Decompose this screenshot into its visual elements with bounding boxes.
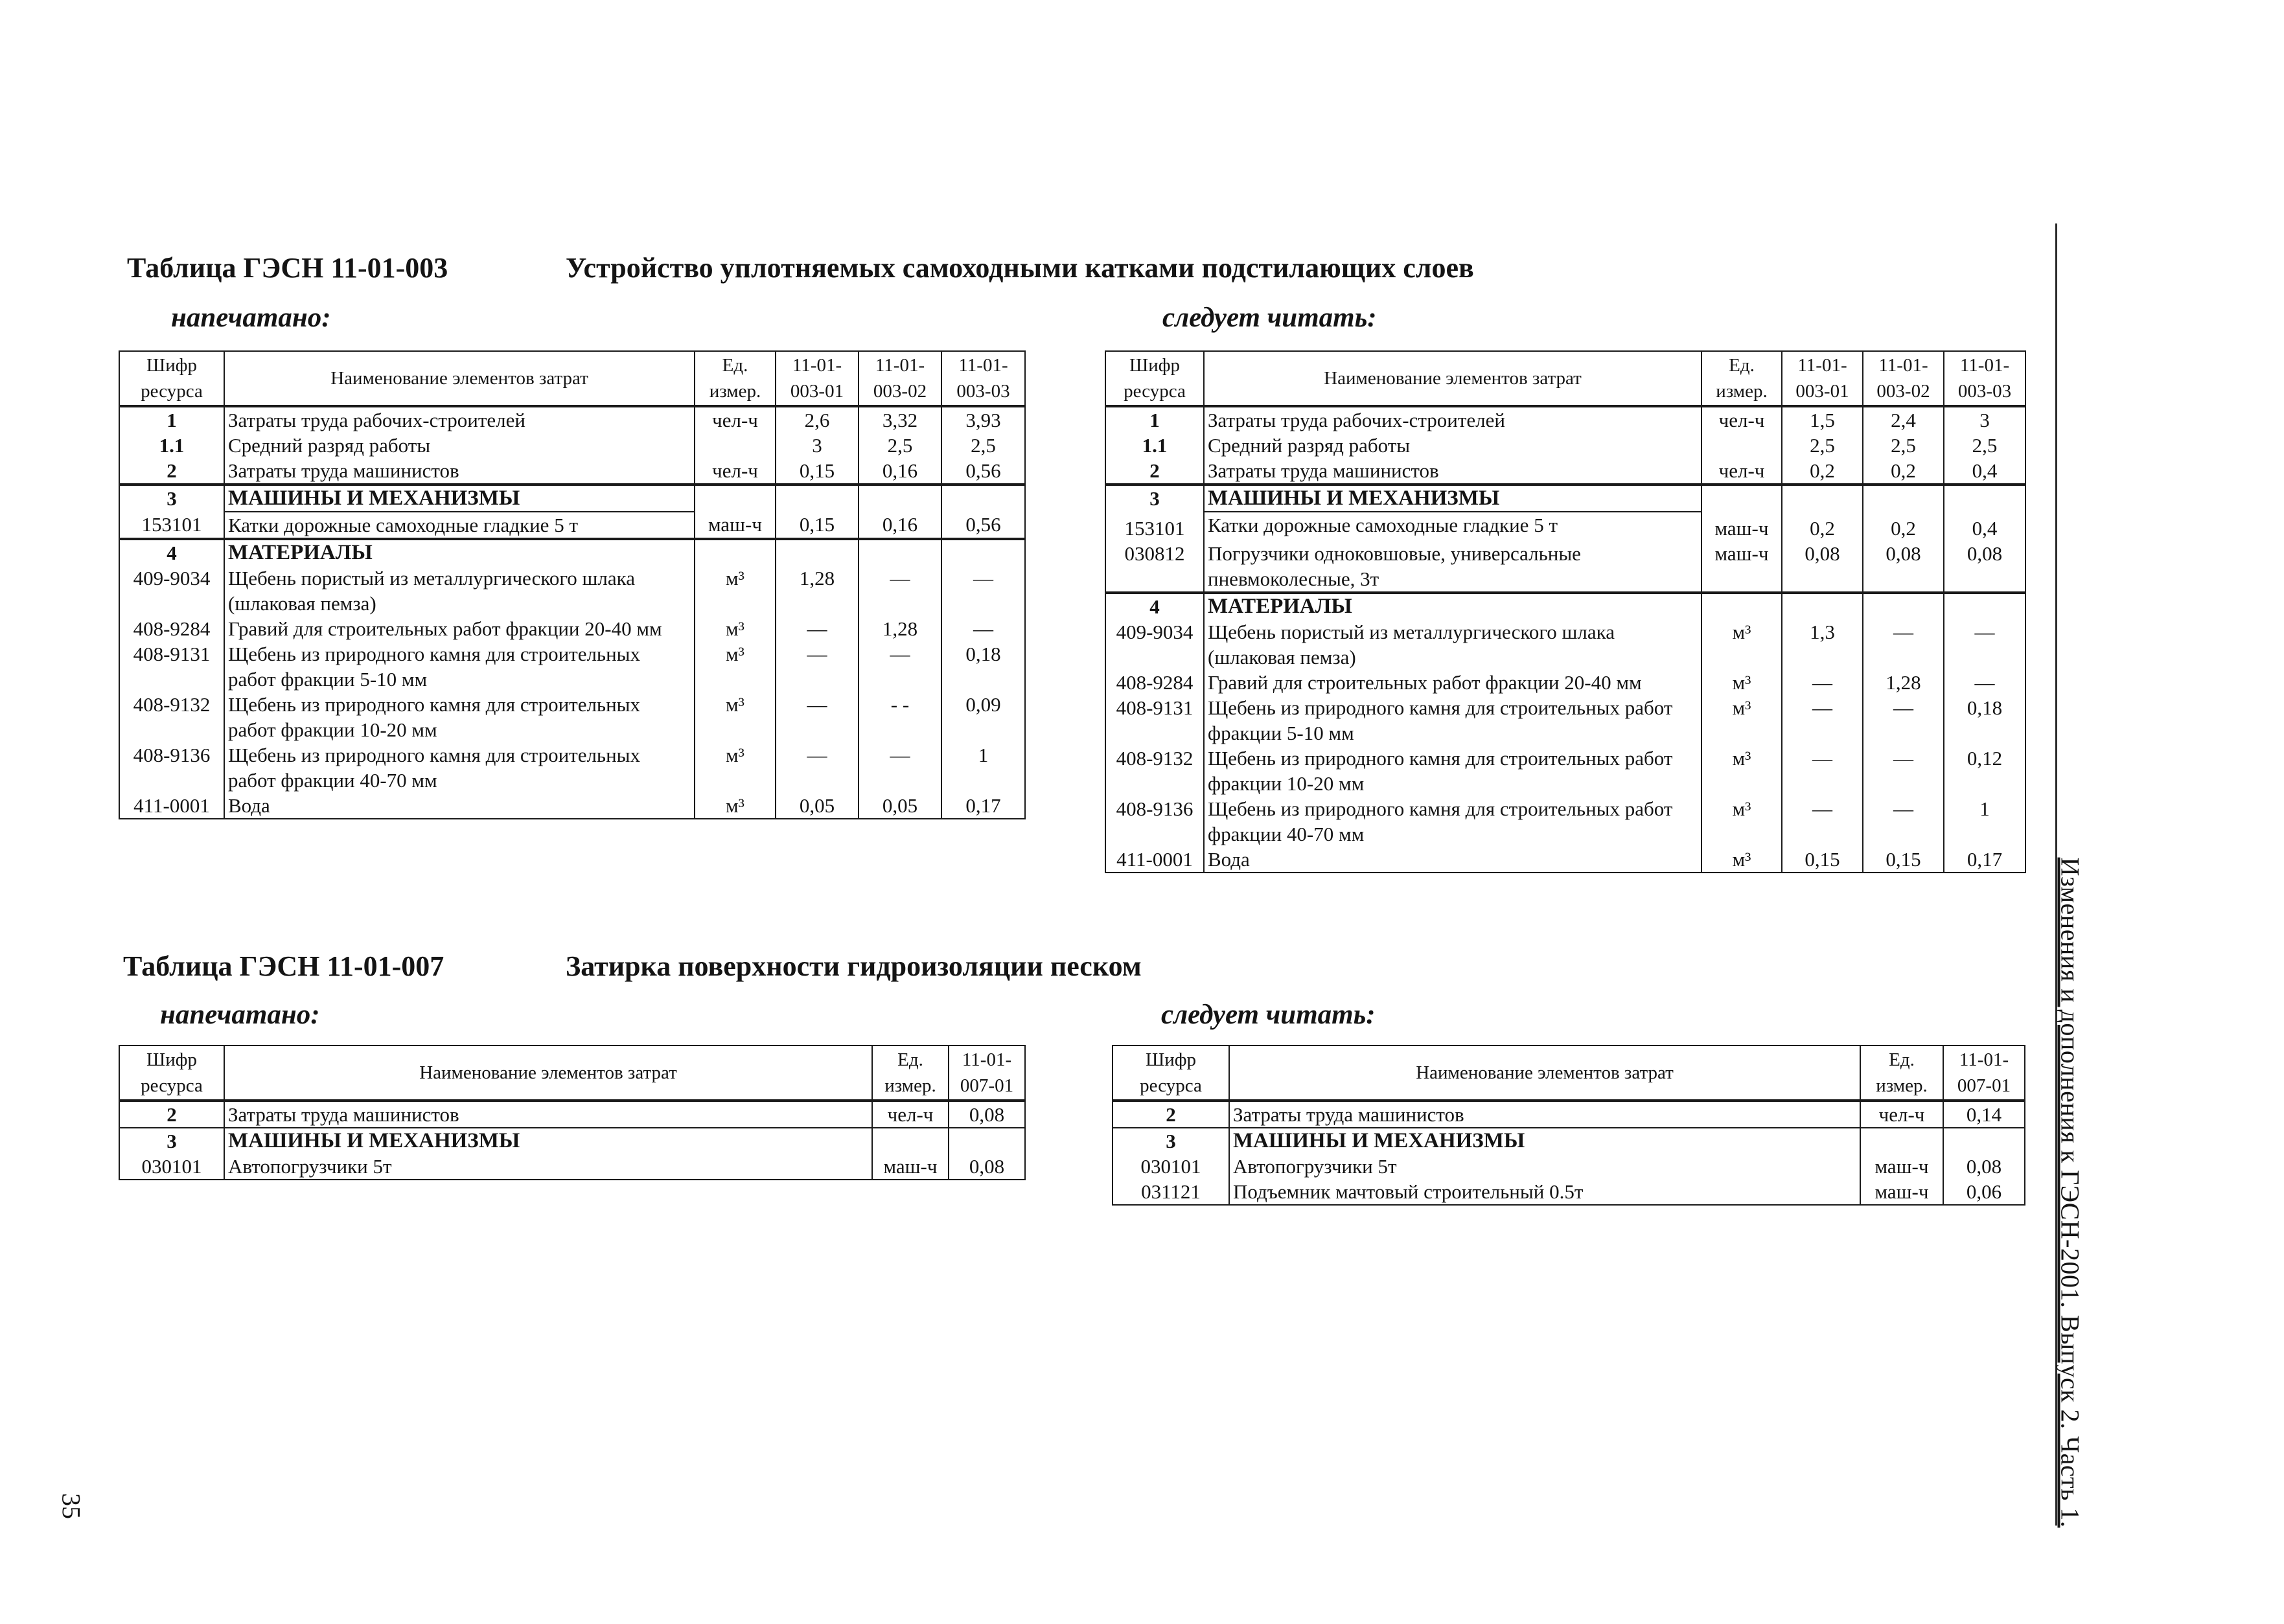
table-row: 153101 Катки дорожные самоходные гладкие 5 т маш-ч 0,2 0,2 0,4 [1105,512,2025,541]
table-row: 1.1 Средний разряд работы 3 2,5 2,5 [119,433,1025,458]
table-row: 030101 Автопогрузчики 5т маш-ч 0,08 [119,1154,1025,1180]
header-col-003-03: 11-01- 003-03 [1944,351,2025,406]
table-row: 408-9284 Гравий для строительных работ фракции 20-40 мм м³ — 1,28 — [119,616,1025,641]
section-row: 4 МАТЕРИАЛЫ [1105,593,2025,619]
side-caption [2054,859,2086,1526]
printed-label-2: напечатано: [160,1000,320,1030]
header-name: Наименование элементов затрат [1229,1046,1860,1101]
correct-label-2: следует читать: [1161,1000,1376,1030]
table-row: 411-0001 Вода м³ 0,15 0,15 0,17 [1105,847,2025,873]
table-row: 030101 Автопогрузчики 5т маш-ч 0,08 [1113,1154,2025,1179]
side-caption-text: Изменения и дополнения к ГЭСН-2001. Выпуск 2. Часть 1. [2055,857,2085,1528]
header-name: Наименование элементов затрат [224,1046,872,1101]
header-col-007-01: 11-01- 007-01 [1943,1046,2025,1101]
header-name: Наименование элементов затрат [1204,351,1701,406]
table-correct-007 [1112,1045,2025,1206]
table-row: 408-9131 Щебень из природного камня для строительных работ фракции 5-10 мм м³ — — 0,18 [119,641,1025,692]
table-printed-003 [119,350,1026,819]
table-row: 030812 Погрузчики одноковшовые, универсальные пневмоколесные, 3т маш-ч 0,08 0,08 0,08 [1105,541,2025,593]
correct-label-1: следует читать: [1162,303,1377,333]
header-code: Шифр ресурса [119,1046,224,1101]
page-number [52,1483,91,1529]
header-unit: Ед. измер. [1701,351,1782,406]
section-row: 3 МАШИНЫ И МЕХАНИЗМЫ [119,1128,1025,1154]
printed-label-1: напечатано: [171,303,331,333]
header-col-007-01: 11-01- 007-01 [949,1046,1025,1101]
table-row: 409-9034 Щебень пористый из металлургического шлака (шлаковая пемза) м³ 1,28 — — [119,566,1025,616]
table-correct-003 [1105,350,2026,873]
table-row: 031121 Подъемник мачтовый строительный 0.5т маш-ч 0,06 [1113,1179,2025,1205]
table-row: 408-9136 Щебень из природного камня для строительных работ фракции 40-70 мм м³ — — 1 [119,742,1025,793]
section-row: 3 МАШИНЫ И МЕХАНИЗМЫ [119,485,1025,512]
table-row: 409-9034 Щебень пористый из металлургического шлака (шлаковая пемза) м³ 1,3 — — [1105,619,2025,670]
section-row: 3 МАШИНЫ И МЕХАНИЗМЫ [1105,485,2025,512]
table-row: 2 Затраты труда машинистов чел-ч 0,2 0,2 0,4 [1105,458,2025,485]
table-row: 2 Затраты труда машинистов чел-ч 0,08 [119,1101,1025,1128]
table-row: 2 Затраты труда машинистов чел-ч 0,14 [1113,1101,2025,1128]
table-row: 408-9284 Гравий для строительных работ фракции 20-40 мм м³ — 1,28 — [1105,670,2025,695]
table-row: 408-9132 Щебень из природного камня для строительных работ фракции 10-20 мм м³ — - - 0,09 [119,692,1025,742]
table-row: 153101 Катки дорожные самоходные гладкие 5 т маш-ч 0,15 0,16 0,56 [119,512,1025,539]
page-number-text: 35 [56,1493,86,1519]
table-title-2: Затирка поверхности гидроизоляции песком [566,950,1142,982]
header-code: Шифр ресурса [1105,351,1204,406]
header-col-003-01: 11-01- 003-01 [776,351,859,406]
header-col-003-02: 11-01- 003-02 [859,351,941,406]
table-row: 408-9136 Щебень из природного камня для строительных работ фракции 40-70 мм м³ — — 1 [1105,796,2025,847]
table-row: 2 Затраты труда машинистов чел-ч 0,15 0,16 0,56 [119,458,1025,485]
header-col-003-02: 11-01- 003-02 [1863,351,1944,406]
table-label-2: Таблица ГЭСН 11-01-007 [123,950,444,982]
table-row: 1.1 Средний разряд работы 2,5 2,5 2,5 [1105,433,2025,458]
header-unit: Ед. измер. [872,1046,949,1101]
header-col-003-01: 11-01- 003-01 [1782,351,1863,406]
header-unit: Ед. измер. [695,351,776,406]
header-name: Наименование элементов затрат [224,351,695,406]
table-printed-007 [119,1045,1026,1180]
header-col-003-03: 11-01- 003-03 [941,351,1025,406]
section-row: 4 МАТЕРИАЛЫ [119,539,1025,566]
table-label-1: Таблица ГЭСН 11-01-003 [127,252,448,284]
section-row: 3 МАШИНЫ И МЕХАНИЗМЫ [1113,1128,2025,1154]
header-code: Шифр ресурса [1113,1046,1229,1101]
table-row: 408-9131 Щебень из природного камня для строительных работ фракции 5-10 мм м³ — — 0,18 [1105,695,2025,746]
table-row: 1 Затраты труда рабочих-строителей чел-ч 2,6 3,32 3,93 [119,406,1025,433]
table-row: 408-9132 Щебень из природного камня для строительных работ фракции 10-20 мм м³ — — 0,12 [1105,746,2025,796]
header-code: Шифр ресурса [119,351,224,406]
header-unit: Ед. измер. [1860,1046,1943,1101]
table-title-1: Устройство уплотняемых самоходными катками подстилающих слоев [566,252,1474,284]
table-row: 1 Затраты труда рабочих-строителей чел-ч 1,5 2,4 3 [1105,406,2025,433]
table-row: 411-0001 Вода м³ 0,05 0,05 0,17 [119,793,1025,819]
